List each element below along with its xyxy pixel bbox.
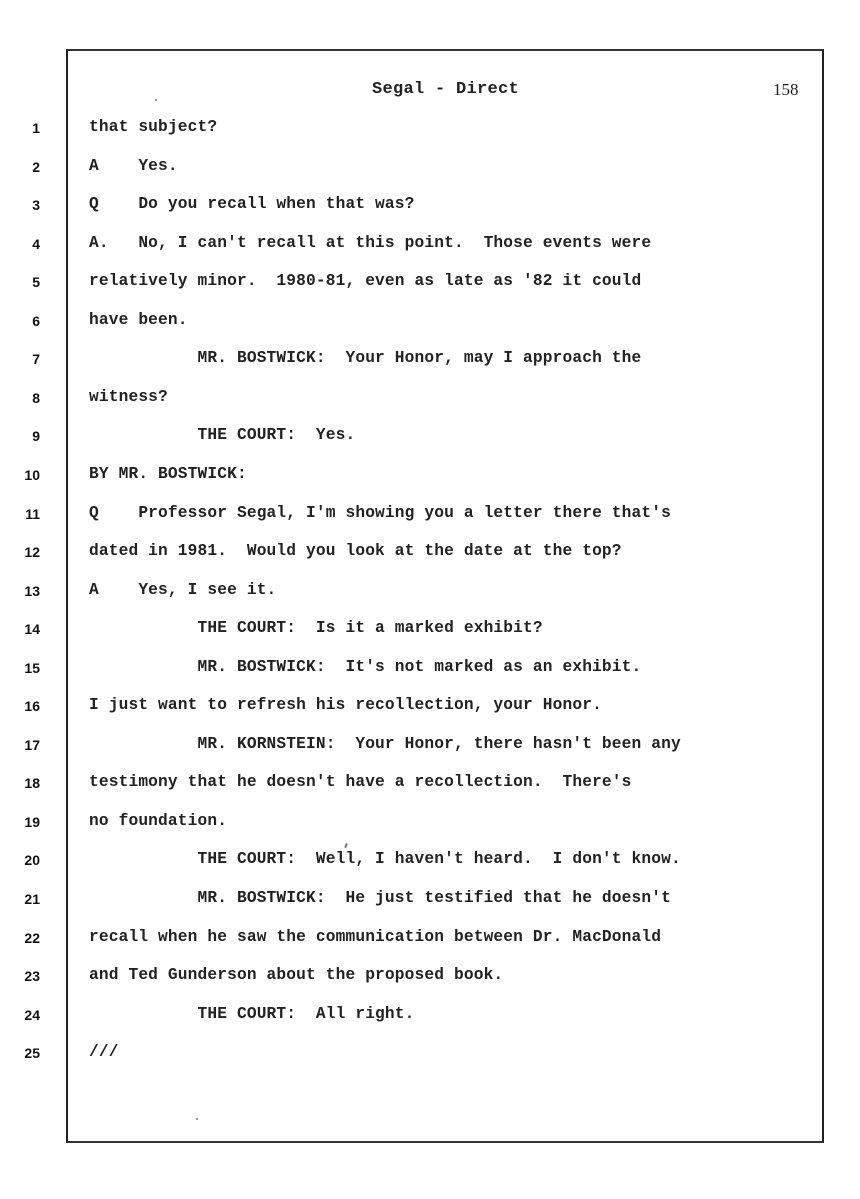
transcript-line: have been. [89, 310, 188, 329]
line-number: 12 [24, 544, 40, 561]
line-number: 15 [24, 659, 40, 676]
line-number: 6 [32, 312, 40, 329]
transcript-line: testimony that he doesn't have a recollection. There's [89, 773, 632, 792]
transcript-line: I just want to refresh his recollection, your Honor. [89, 696, 602, 715]
line-number: 23 [24, 968, 40, 985]
transcript-line: that subject? [89, 118, 218, 136]
line-number: 1 [32, 120, 40, 136]
line-number: 3 [32, 197, 40, 214]
transcript-line: no foundation. [89, 811, 228, 830]
page-number: 158 [773, 80, 799, 99]
line-number: 21 [24, 891, 40, 907]
line-number: 19 [24, 813, 40, 830]
transcript-line: Q Do you recall when that was? [89, 195, 415, 214]
transcript-line: dated in 1981. Would you look at the date at the top? [89, 542, 622, 561]
line-number: 16 [24, 698, 40, 715]
line-number: 7 [32, 351, 40, 368]
line-number: 17 [24, 736, 40, 753]
line-number: 20 [24, 852, 40, 869]
scan-speck [196, 1118, 198, 1120]
line-number: 11 [25, 505, 40, 522]
transcript-line: MR. KORNSTEIN: Your Honor, there hasn't been any [89, 734, 681, 753]
transcript-line: BY MR. BOSTWICK: [89, 464, 247, 483]
line-number: 2 [32, 158, 40, 175]
line-number: 24 [24, 1006, 40, 1023]
line-number: 10 [24, 466, 40, 483]
transcript-line: THE COURT: All right. [89, 1004, 415, 1023]
transcript-line: THE COURT: Is it a marked exhibit? [89, 619, 543, 638]
line-number: 13 [24, 582, 40, 599]
transcript-line: THE COURT: Yes. [89, 426, 356, 445]
line-number: 9 [32, 428, 40, 445]
transcript-line: THE COURT: Well, I haven't heard. I don't know. [89, 850, 681, 869]
line-number: 8 [32, 389, 40, 406]
transcript-line: A Yes, I see it. [89, 580, 277, 599]
transcript-line: MR. BOSTWICK: Your Honor, may I approach the [89, 349, 642, 368]
transcript-line: A. No, I can't recall at this point. Those events were [89, 233, 652, 252]
scan-speck [155, 99, 157, 101]
transcript-line: Q Professor Segal, I'm showing you a letter there that's [89, 503, 671, 522]
line-number: 22 [24, 929, 40, 946]
transcript-line: witness? [89, 387, 168, 406]
line-number: 18 [24, 775, 40, 792]
line-number: 4 [32, 235, 40, 252]
transcript-line: MR. BOSTWICK: He just testified that he doesn't [89, 889, 671, 907]
line-number: 14 [24, 621, 40, 638]
transcript-line: /// [89, 1043, 119, 1062]
transcript-line: MR. BOSTWICK: It's not marked as an exhibit. [89, 657, 642, 676]
transcript-line: recall when he saw the communication between Dr. MacDonald [89, 927, 662, 946]
transcript-line: A Yes. [89, 156, 178, 175]
transcript-line: and Ted Gunderson about the proposed book. [89, 966, 504, 985]
page-header-title: Segal - Direct [372, 80, 520, 99]
line-number: 5 [32, 274, 40, 291]
line-number: 25 [24, 1045, 40, 1062]
transcript-line: relatively minor. 1980-81, even as late as '82 it could [89, 272, 642, 291]
